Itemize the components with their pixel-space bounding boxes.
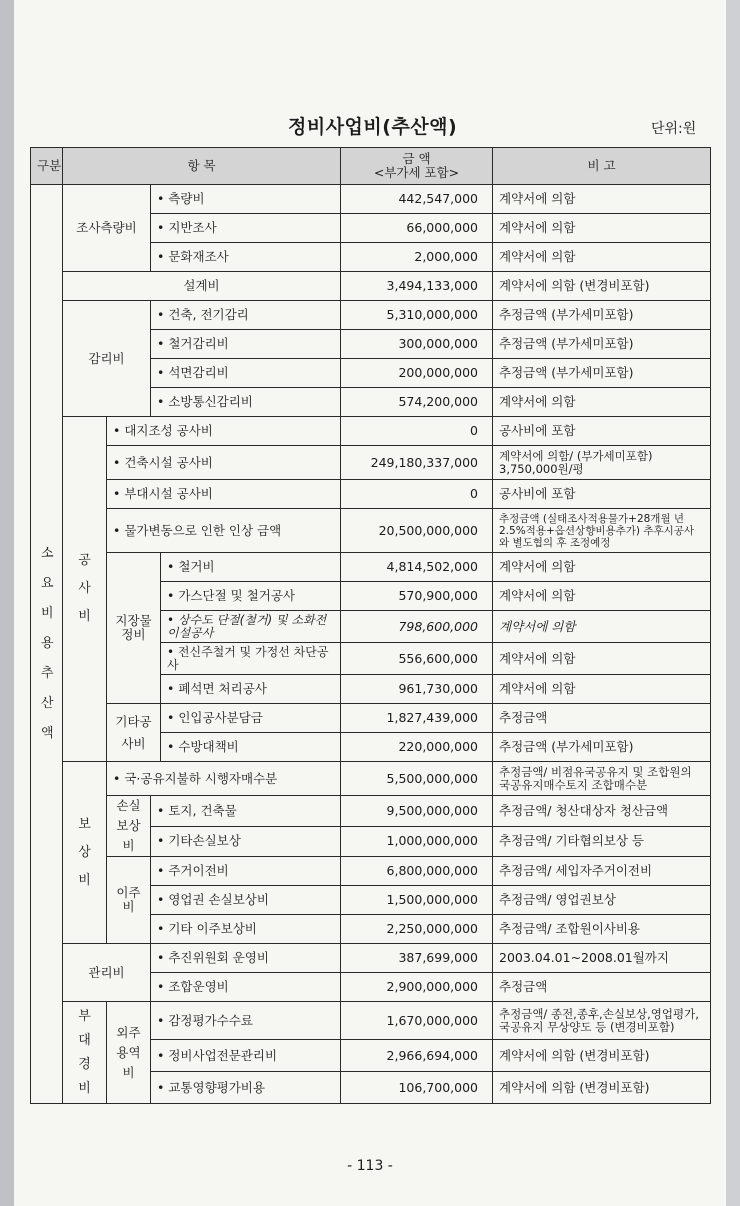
page-title: 정비사업비(추산액): [288, 116, 458, 138]
item-cell: • 국·공유지불하 시행자매수분: [107, 762, 341, 796]
note-cell: 계약서에 의함: [493, 675, 711, 704]
item-cell: • 전신주철거 및 가정선 차단공사: [161, 643, 341, 675]
note-cell: 계약서에 의함: [493, 611, 711, 643]
table-header-row: [31, 148, 711, 185]
group-gongsa: 공사비: [63, 417, 107, 762]
item-cell: • 인입공사분담금: [161, 704, 341, 733]
table-row: [31, 446, 711, 480]
item-cell: • 문화재조사: [151, 243, 341, 272]
amount-cell: 0: [341, 417, 493, 446]
item-cell: • 대지조성 공사비: [107, 417, 341, 446]
group-jijang: 지장물정비: [107, 553, 161, 704]
group-gwanri: 관리비: [63, 944, 151, 1002]
note-cell: 추정금액/ 영업권보상: [493, 886, 711, 915]
table-row: [31, 553, 711, 582]
amount-cell: 1,500,000,000: [341, 886, 493, 915]
header-note: 비 고: [493, 148, 711, 185]
note-cell: 계약서에 의함: [493, 643, 711, 675]
amount-cell: 570,900,000: [341, 582, 493, 611]
group-sonsil: 손실보상비: [107, 796, 151, 857]
table-row: [31, 762, 711, 796]
note-cell: 계약서에 의함 (변경비포함): [493, 272, 711, 301]
note-cell: 추정금액 (부가세미포함): [493, 330, 711, 359]
header-gubun: 구분: [31, 148, 63, 185]
note-cell: 계약서에 의함: [493, 553, 711, 582]
amount-cell: 4,814,502,000: [341, 553, 493, 582]
unit-label: 단위:원: [651, 121, 697, 137]
group-gamri: 감리비: [63, 301, 151, 417]
item-cell: • 기타 이주보상비: [151, 915, 341, 944]
page-number: - 113 -: [347, 1158, 393, 1174]
note-cell: 추정금액/ 종전,종후,손실보상,영업평가, 국공유지 무상양도 등 (변경비포함): [493, 1002, 711, 1040]
header-amount: 금 액 <부가세 포함>: [341, 148, 493, 185]
page-edge-shadow: [0, 0, 14, 1206]
amount-cell: 2,966,694,000: [341, 1040, 493, 1072]
amount-cell: 387,699,000: [341, 944, 493, 973]
note-cell: 계약서에 의함: [493, 185, 711, 214]
note-cell: 추정금액: [493, 704, 711, 733]
note-cell: 추정금액: [493, 973, 711, 1002]
amount-cell: 0: [341, 480, 493, 509]
item-cell: • 지반조사: [151, 214, 341, 243]
table-row: [31, 796, 711, 827]
item-cell: • 수방대책비: [161, 733, 341, 762]
table-row: [31, 509, 711, 553]
note-cell: 2003.04.01~2008.01월까지: [493, 944, 711, 973]
group-josa: 조사측량비: [63, 185, 151, 272]
table-row: [31, 857, 711, 886]
item-cell: 설계비: [63, 272, 341, 301]
table-row: [31, 272, 711, 301]
item-cell: • 철거감리비: [151, 330, 341, 359]
amount-cell: 249,180,337,000: [341, 446, 493, 480]
note-cell: 추정금액/ 비점유국공유지 및 조합원의 국공유지매수토지 조합매수분: [493, 762, 711, 796]
amount-cell: 574,200,000: [341, 388, 493, 417]
amount-cell: 106,700,000: [341, 1072, 493, 1104]
item-cell: • 부대시설 공사비: [107, 480, 341, 509]
note-cell: 추정금액/ 조합원이사비용: [493, 915, 711, 944]
amount-cell: 1,827,439,000: [341, 704, 493, 733]
amount-cell: 2,000,000: [341, 243, 493, 272]
item-cell: • 주거이전비: [151, 857, 341, 886]
note-cell: 추정금액 (부가세미포함): [493, 359, 711, 388]
amount-cell: 9,500,000,000: [341, 796, 493, 827]
note-cell: 계약서에 의함 (변경비포함): [493, 1040, 711, 1072]
group-soyo: 소요비용추산액: [31, 185, 63, 1104]
amount-cell: 2,250,000,000: [341, 915, 493, 944]
amount-cell: 3,494,133,000: [341, 272, 493, 301]
group-iju: 이주비: [107, 857, 151, 944]
item-cell: • 건축, 전기감리: [151, 301, 341, 330]
note-cell: 추정금액/ 세입자주거이전비: [493, 857, 711, 886]
amount-cell: 6,800,000,000: [341, 857, 493, 886]
item-cell: • 추진위원회 운영비: [151, 944, 341, 973]
budget-table: [30, 147, 711, 1104]
amount-cell: 798,600,000: [341, 611, 493, 643]
table-row: [31, 1002, 711, 1040]
amount-cell: 5,500,000,000: [341, 762, 493, 796]
item-cell: • 토지, 건축물: [151, 796, 341, 827]
table-row: [31, 185, 711, 214]
item-cell: • 측량비: [151, 185, 341, 214]
note-cell: 계약서에 의함: [493, 388, 711, 417]
group-oeju: 외주용역비: [107, 1002, 151, 1104]
note-cell: 공사비에 포함: [493, 417, 711, 446]
item-cell: • 감정평가수수료: [151, 1002, 341, 1040]
item-cell: • 정비사업전문관리비: [151, 1040, 341, 1072]
item-cell: • 건축시설 공사비: [107, 446, 341, 480]
note-cell: 계약서에 의함 (변경비포함): [493, 1072, 711, 1104]
amount-cell: 20,500,000,000: [341, 509, 493, 553]
item-cell: • 상수도 단절(철거) 및 소화전 이설공사: [161, 611, 341, 643]
table-row: [31, 301, 711, 330]
item-cell: • 교통영향평가비용: [151, 1072, 341, 1104]
item-cell: • 철거비: [161, 553, 341, 582]
amount-cell: 5,310,000,000: [341, 301, 493, 330]
item-cell: • 기타손실보상: [151, 826, 341, 857]
amount-cell: 66,000,000: [341, 214, 493, 243]
amount-cell: 1,000,000,000: [341, 826, 493, 857]
table-row: [31, 704, 711, 733]
table-row: [31, 944, 711, 973]
item-cell: • 석면감리비: [151, 359, 341, 388]
note-cell: 추정금액/ 청산대상자 청산금액: [493, 796, 711, 827]
header-item: 항 목: [63, 148, 341, 185]
note-cell: 추정금액/ 기타협의보상 등: [493, 826, 711, 857]
amount-cell: 1,670,000,000: [341, 1002, 493, 1040]
item-cell: • 영업권 손실보상비: [151, 886, 341, 915]
table-row: [31, 417, 711, 446]
amount-cell: 442,547,000: [341, 185, 493, 214]
amount-cell: 2,900,000,000: [341, 973, 493, 1002]
note-cell: 계약서에 의함: [493, 243, 711, 272]
note-cell: 계약서에 의함: [493, 214, 711, 243]
item-cell: • 조합운영비: [151, 973, 341, 1002]
table-row: [31, 480, 711, 509]
group-budae: 부대경비: [63, 1002, 107, 1104]
note-cell: 계약서에 의함/ (부가세미포함) 3,750,000원/평: [493, 446, 711, 480]
group-gita: 기타공사비: [107, 704, 161, 762]
amount-cell: 556,600,000: [341, 643, 493, 675]
amount-cell: 200,000,000: [341, 359, 493, 388]
item-cell: • 폐석면 처리공사: [161, 675, 341, 704]
group-bosang: 보상비: [63, 762, 107, 944]
note-cell: 공사비에 포함: [493, 480, 711, 509]
item-cell: • 소방통신감리비: [151, 388, 341, 417]
amount-cell: 300,000,000: [341, 330, 493, 359]
amount-cell: 220,000,000: [341, 733, 493, 762]
note-cell: 추정금액 (부가세미포함): [493, 733, 711, 762]
item-cell: • 가스단절 및 철거공사: [161, 582, 341, 611]
amount-cell: 961,730,000: [341, 675, 493, 704]
item-cell: • 물가변동으로 인한 인상 금액: [107, 509, 341, 553]
note-cell: 계약서에 의함: [493, 582, 711, 611]
note-cell: 추정금액 (부가세미포함): [493, 301, 711, 330]
note-cell: 추정금액 (실태조사적용물가+28개월 년2.5%적용+옵션상향비용추가) 추후시공사와 별도협의 후 조정예정: [493, 509, 711, 553]
